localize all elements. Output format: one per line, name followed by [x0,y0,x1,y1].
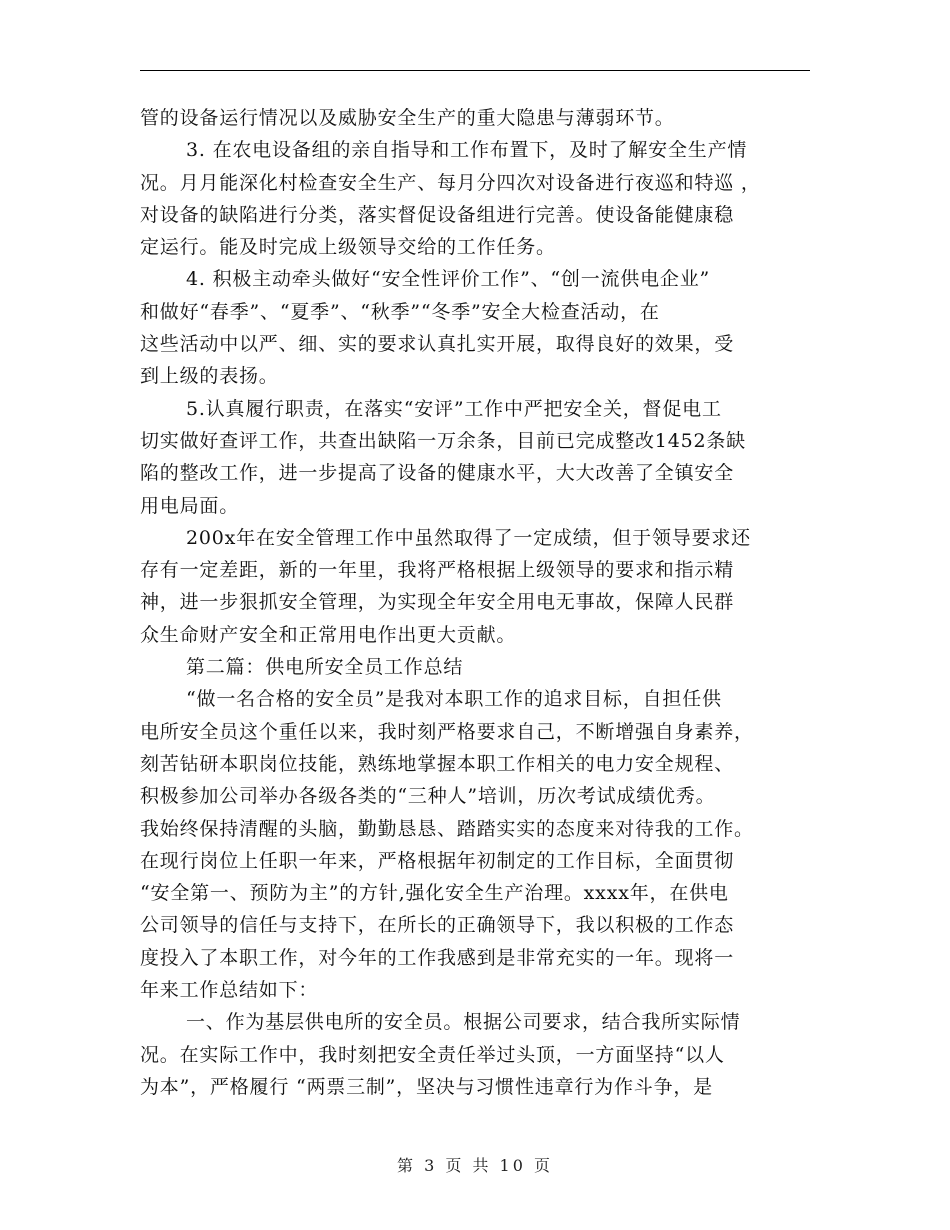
text-line: 年来工作总结如下： [140,979,319,1002]
text-line: 众生命财产安全和正常用电作出更大贡献。 [140,623,517,646]
text-line: 我始终保持清醒的头脑，勤勤恳恳、踏踏实实的态度来对待我的工作。 [140,817,754,840]
text-line: 在现行岗位上任职一年来，严格根据年初制定的工作目标，全面贯彻 [140,849,735,872]
text-line: 神，进一步狠抓安全管理，为实现全年安全用电无事故，保障人民群 [140,591,735,614]
text-line: 第二篇：供电所安全员工作总结 [186,656,464,679]
header-rule [140,70,810,71]
text-line: 到上级的表扬。 [140,365,279,388]
text-line: 况。月月能深化村检查安全生产、每月分四次对设备进行夜巡和特巡 ， [140,171,761,194]
text-line: 3. 在农电设备组的亲自指导和工作布置下，及时了解安全生产情 [186,139,748,162]
text-line: “做一名合格的安全员”是我对本职工作的追求目标，自担任供 [186,688,722,711]
page-footer: 第 3 页 共 10 页 [397,1156,553,1175]
text-line: 管的设备运行情况以及威胁安全生产的重大隐患与薄弱环节。 [140,107,675,129]
text-line: 4. 积极主动牵头做好“安全性评价工作”、“创一流供电企业” [186,268,711,291]
text-line: 积极参加公司举办各级各类的“三种人”培训，历次考试成绩优秀。 [140,785,716,808]
text-line: 用电局面。 [140,494,240,517]
text-line: 和做好“春季”、“夏季”、“秋季”“冬季”安全大检查活动，在 [140,300,660,323]
text-line: 刻苦钻研本职岗位技能，熟练地掌握本职工作相关的电力安全规程、 [140,752,735,775]
text-line: 定运行。能及时完成上级领导交给的工作任务。 [140,236,556,259]
text-line: 存有一定差距，新的一年里，我将严格根据上级领导的要求和指示精 [140,559,735,582]
text-line: 公司领导的信任与支持下，在所长的正确领导下，我以积极的工作态 [140,914,735,937]
document-body [140,102,810,1103]
text-line: 电所安全员这个重任以来，我时刻严格要求自己，不断增强自身素养， [140,720,754,743]
text-line: 切实做好查评工作，共查出缺陷一万余条，目前已完成整改1452条缺 [140,429,746,452]
text-line: 度投入了本职工作，对今年的工作我感到是非常充实的一年。现将一 [140,946,735,969]
text-line: 这些活动中以严、细、实的要求认真扎实开展，取得良好的效果，受 [140,333,735,356]
text-line: “安全第一、预防为主”的方针,强化安全生产治理。xxxx年，在供电 [140,882,729,905]
text-line: 对设备的缺陷进行分类，落实督促设备组进行完善。使设备能健康稳 [140,203,735,226]
text-line: 况。在实际工作中，我时刻把安全责任举过头顶，一方面坚持“以人 [140,1043,725,1066]
text-line: 为本”，严格履行 “两票三制”，坚决与习惯性违章行为作斗争，是 [140,1075,713,1098]
text-line: 5.认真履行职责，在落实“安评”工作中严把安全关，督促电工 [186,397,722,420]
text-line: 200x年在安全管理工作中虽然取得了一定成绩，但于领导要求还 [186,526,751,549]
text-line: 陷的整改工作，进一步提高了设备的健康水平，大大改善了全镇安全 [140,462,735,485]
text-line: 一、作为基层供电所的安全员。根据公司要求，结合我所实际情 [186,1011,741,1034]
